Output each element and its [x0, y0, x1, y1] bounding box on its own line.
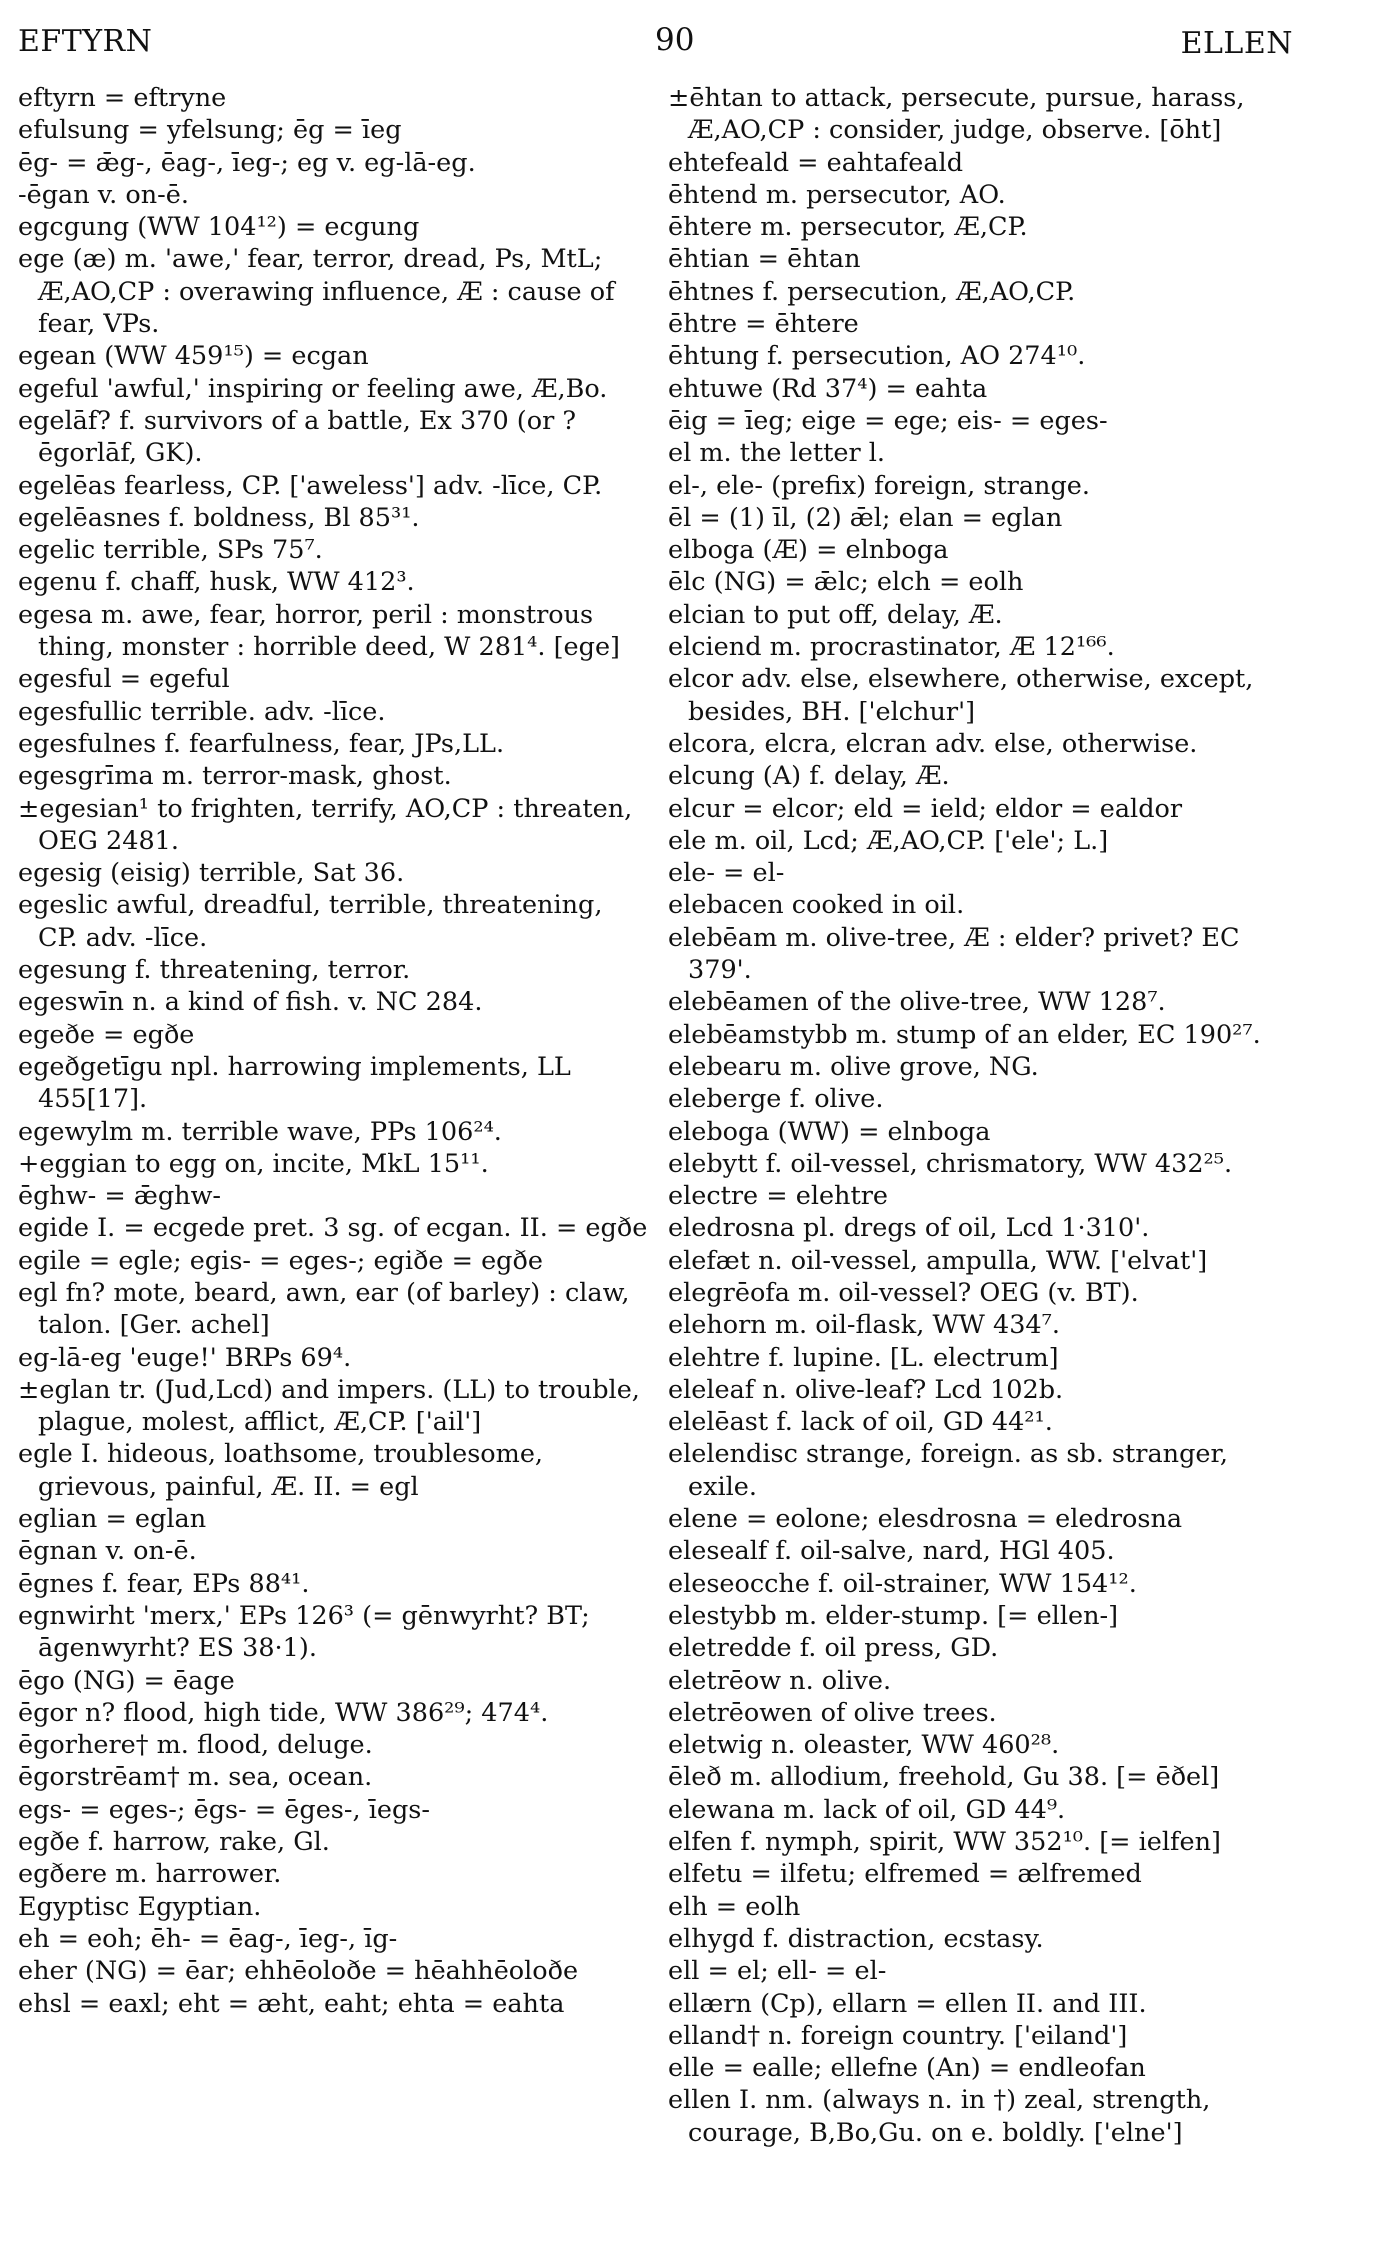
dictionary-entry: eleberge f. olive. [668, 1084, 884, 1115]
dictionary-entry: egenu f. chaff, husk, WW 412³. [18, 567, 415, 598]
dictionary-entry: elciend m. procrastinator, Æ 12¹⁶⁶. [668, 632, 1115, 663]
dictionary-entry: egean (WW 459¹⁵) = ecgan [18, 341, 369, 372]
dictionary-entry: elcur = elcor; eld = ield; eldor = ealdor [668, 793, 1183, 824]
dictionary-entry: ellen I. nm. (always n. in †) zeal, strength, courage, B,Bo,Gu. on e. boldly. ['elne'] [668, 2085, 1211, 2148]
dictionary-entry: ēhtung f. persecution, AO 274¹⁰. [668, 341, 1086, 372]
dictionary-entry: ēleð m. allodium, freehold, Gu 38. [= ēðel] [668, 1762, 1220, 1793]
dictionary-entry: egeslic awful, dreadful, terrible, threatening, CP. adv. -līce. [18, 890, 603, 953]
dictionary-entry: ±ēhtan to attack, persecute, pursue, harass, Æ,AO,CP : consider, judge, observe. [ōht] [668, 83, 1245, 146]
dictionary-entry: ellærn (Cp), ellarn = ellen II. and III. [668, 1988, 1147, 2019]
dictionary-entry: elegrēofa m. oil-vessel? OEG (v. BT). [668, 1277, 1139, 1308]
dictionary-entry: ēgor n? flood, high tide, WW 386²⁹; 474⁴. [18, 1697, 549, 1728]
dictionary-entry: egeswīn n. a kind of fish. v. NC 284. [18, 987, 483, 1018]
dictionary-entry: ēgorstrēam† m. sea, ocean. [18, 1762, 373, 1793]
dictionary-entry: elehtre f. lupine. [L. electrum] [668, 1342, 1059, 1373]
dictionary-entry: eftyrn = eftryne [18, 83, 227, 113]
dictionary-entry: elcung (A) f. delay, Æ. [668, 761, 950, 792]
dictionary-entry: ell = el; ell- = el- [668, 1956, 887, 1987]
dictionary-entry: ēgnan v. on-ē. [18, 1536, 197, 1567]
dictionary-entry: elebytt f. oil-vessel, chrismatory, WW 432²⁵. [668, 1148, 1233, 1179]
dictionary-entry: ele m. oil, Lcd; Æ,AO,CP. ['ele'; L.] [668, 825, 1109, 856]
dictionary-entry: el m. the letter l. [668, 438, 885, 469]
dictionary-entry: egðere m. harrower. [18, 1859, 282, 1890]
dictionary-entry: egs- = eges-; ēgs- = ēges-, īegs- [18, 1794, 430, 1825]
dictionary-entry: elcora, elcra, elcran adv. else, otherwise. [668, 728, 1198, 759]
dictionary-entry: elebearu m. olive grove, NG. [668, 1051, 1039, 1082]
dictionary-entry: ēg- = ǣg-, ēag-, īeg-; eg v. eg-lā-eg. [18, 147, 476, 178]
left-guide-word: EFTYRN [18, 24, 153, 59]
dictionary-entry: egesfullic terrible. adv. -līce. [18, 696, 386, 727]
dictionary-entry: ēghw- = ǣghw- [18, 1181, 222, 1212]
dictionary-entry: eglian = eglan [18, 1504, 207, 1535]
dictionary-entry: egeðe = egðe [18, 1019, 195, 1050]
dictionary-entry: eg-lā-eg 'euge!' BRPs 69⁴. [18, 1342, 352, 1373]
dictionary-entry: ehtefeald = eahtafeald [668, 147, 964, 178]
dictionary-entry: ēlc (NG) = ǣlc; elch = eolh [668, 567, 1024, 598]
dictionary-entry: ēhtend m. persecutor, AO. [668, 179, 1006, 210]
dictionary-entry: elh = eolh [668, 1891, 801, 1922]
dictionary-entry: egelāf? f. survivors of a battle, Ex 370 (or ? ēgorlāf, GK). [18, 405, 577, 469]
dictionary-entry: egewylm m. terrible wave, PPs 106²⁴. [18, 1116, 502, 1147]
dictionary-entry: eletwig n. oleaster, WW 460²⁸. [668, 1730, 1060, 1761]
dictionary-entry: elelēast f. lack of oil, GD 44²¹. [668, 1407, 1053, 1438]
dictionary-entry: Egyptisc Egyptian. [18, 1891, 262, 1922]
dictionary-entry: elene = eolone; elesdrosna = eledrosna [668, 1504, 1183, 1535]
dictionary-entry: elesealf f. oil-salve, nard, HGl 405. [668, 1536, 1115, 1567]
dictionary-entry: egesgrīma m. terror-mask, ghost. [18, 761, 452, 792]
dictionary-entry: ēhtre = ēhtere [668, 309, 859, 340]
dictionary-entry: elebacen cooked in oil. [668, 890, 965, 921]
dictionary-entry: egnwirht 'merx,' EPs 126³ (= gēnwyrht? BT; āgenwyrht? ES 38·1). [18, 1600, 590, 1664]
dictionary-entry: eletrēowen of olive trees. [668, 1697, 997, 1728]
dictionary-entry: egesa m. awe, fear, horror, peril : monstrous thing, monster : horrible deed, W 281⁴. [ege] [18, 599, 621, 663]
dictionary-entry: eher (NG) = ēar; ehhēoloðe = hēahhēoloðe [18, 1956, 579, 1987]
dictionary-entry: egeful 'awful,' inspiring or feeling awe, Æ,Bo. [18, 373, 608, 404]
dictionary-entry: eleboga (WW) = elnboga [668, 1116, 991, 1147]
dictionary-entry: ehtuwe (Rd 37⁴) = eahta [668, 373, 988, 404]
page-number: 90 [655, 22, 695, 58]
dictionary-entry: ēhtian = ēhtan [668, 244, 861, 275]
dictionary-entry: egesig (eisig) terrible, Sat 36. [18, 858, 405, 889]
dictionary-entry: elland† n. foreign country. ['eiland'] [668, 2020, 1128, 2051]
dictionary-entry: egelēas fearless, CP. ['aweless'] adv. -līce, CP. [18, 470, 603, 501]
dictionary-entry: ēgo (NG) = ēage [18, 1665, 235, 1696]
dictionary-entry: elcor adv. else, elsewhere, otherwise, except, besides, BH. ['elchur'] [668, 664, 1254, 727]
dictionary-entry: elboga (Æ) = elnboga [668, 535, 949, 566]
dictionary-entry: ele- = el- [668, 858, 785, 889]
dictionary-entry: elefæt n. oil-vessel, ampulla, WW. ['elvat'] [668, 1245, 1208, 1276]
dictionary-entry: eh = eoh; ēh- = ēag-, īeg-, īg- [18, 1923, 398, 1954]
dictionary-entry: eletredde f. oil press, GD. [668, 1633, 999, 1664]
dictionary-entry: elle = ealle; ellefne (An) = endleofan [668, 2053, 1146, 2084]
dictionary-entry: elelendisc strange, foreign. as sb. stranger, exile. [668, 1439, 1228, 1502]
dictionary-entry: egesfulnes f. fearfulness, fear, JPs,LL. [18, 728, 505, 759]
dictionary-entry: ±egesian¹ to frighten, terrify, AO,CP : threaten, OEG 2481. [18, 793, 633, 856]
dictionary-entry: egðe f. harrow, rake, Gl. [18, 1827, 330, 1858]
dictionary-entry: ēhtere m. persecutor, Æ,CP. [668, 212, 1028, 243]
dictionary-entry: elebēamstybb m. stump of an elder, EC 190²⁷. [668, 1019, 1261, 1050]
dictionary-entry: ēhtnes f. persecution, Æ,AO,CP. [668, 276, 1076, 307]
dictionary-entry: ±eglan tr. (Jud,Lcd) and impers. (LL) to trouble, plague, molest, afflict, Æ,CP. ['ail'] [18, 1374, 640, 1438]
dictionary-entry: eleleaf n. olive-leaf? Lcd 102b. [668, 1374, 1064, 1405]
dictionary-entry: egelic terrible, SPs 75⁷. [18, 535, 323, 566]
dictionary-entry: eletrēow n. olive. [668, 1665, 892, 1696]
dictionary-entry: ehsl = eaxl; eht = æht, eaht; ehta = eahta [18, 1988, 565, 2019]
dictionary-entry: ēig = īeg; eige = ege; eis- = eges- [668, 405, 1108, 436]
dictionary-entry: -ēgan v. on-ē. [18, 179, 189, 210]
dictionary-entry: egl fn? mote, beard, awn, ear (of barley) : claw, talon. [Ger. achel] [18, 1277, 630, 1341]
dictionary-entry: el-, ele- (prefix) foreign, strange. [668, 470, 1090, 501]
dictionary-entry: elfen f. nymph, spirit, WW 352¹⁰. [= ielfen] [668, 1827, 1221, 1858]
dictionary-entry: eleseocche f. oil-strainer, WW 154¹². [668, 1568, 1137, 1599]
dictionary-entry: efulsung = yfelsung; ēg = īeg [18, 115, 402, 146]
dictionary-entry: ēl = (1) īl, (2) ǣl; elan = eglan [668, 502, 1063, 533]
dictionary-entry: ege (æ) m. 'awe,' fear, terror, dread, Ps, MtL; Æ,AO,CP : overawing influence, Æ : cause of fear, VPs. [18, 244, 615, 340]
dictionary-entry: +eggian to egg on, incite, MkL 15¹¹. [18, 1148, 489, 1179]
dictionary-entry: elcian to put off, delay, Æ. [668, 599, 1003, 630]
dictionary-entry: electre = elehtre [668, 1181, 889, 1212]
dictionary-entry: elewana m. lack of oil, GD 44⁹. [668, 1794, 1066, 1825]
left-column [18, 82, 648, 2020]
dictionary-entry: egle I. hideous, loathsome, troublesome, grievous, painful, Æ. II. = egl [18, 1439, 544, 1502]
right-column [668, 82, 1304, 2149]
dictionary-entry: egesung f. threatening, terror. [18, 955, 411, 986]
dictionary-entry: elehorn m. oil-flask, WW 434⁷. [668, 1310, 1060, 1341]
dictionary-entry: egide I. = ecgede pret. 3 sg. of ecgan. II. = egðe [18, 1213, 648, 1244]
dictionary-entry: egeðgetīgu npl. harrowing implements, LL 455[17]. [18, 1051, 571, 1115]
dictionary-entry: egile = egle; egis- = eges-; egiðe = egðe [18, 1245, 543, 1276]
right-guide-word: ELLEN [1180, 26, 1293, 61]
dictionary-entry: elhygd f. distraction, ecstasy. [668, 1923, 1044, 1954]
dictionary-entry: elestybb m. elder-stump. [= ellen-] [668, 1600, 1119, 1631]
page-header [0, 18, 1379, 68]
dictionary-entry: elebēamen of the olive-tree, WW 128⁷. [668, 987, 1166, 1018]
dictionary-entry: elfetu = ilfetu; elfremed = ælfremed [668, 1859, 1142, 1890]
dictionary-entry: egesful = egeful [18, 664, 230, 695]
dictionary-entry: eledrosna pl. dregs of oil, Lcd 1·310'. [668, 1213, 1150, 1244]
dictionary-entry: egelēasnes f. boldness, Bl 85³¹. [18, 502, 420, 533]
dictionary-entry: ēgorhere† m. flood, deluge. [18, 1730, 373, 1761]
dictionary-entry: ēgnes f. fear, EPs 88⁴¹. [18, 1568, 310, 1599]
dictionary-entry: egcgung (WW 104¹²) = ecgung [18, 212, 420, 243]
dictionary-entry: elebēam m. olive-tree, Æ : elder? privet? EC 379'. [668, 922, 1240, 986]
